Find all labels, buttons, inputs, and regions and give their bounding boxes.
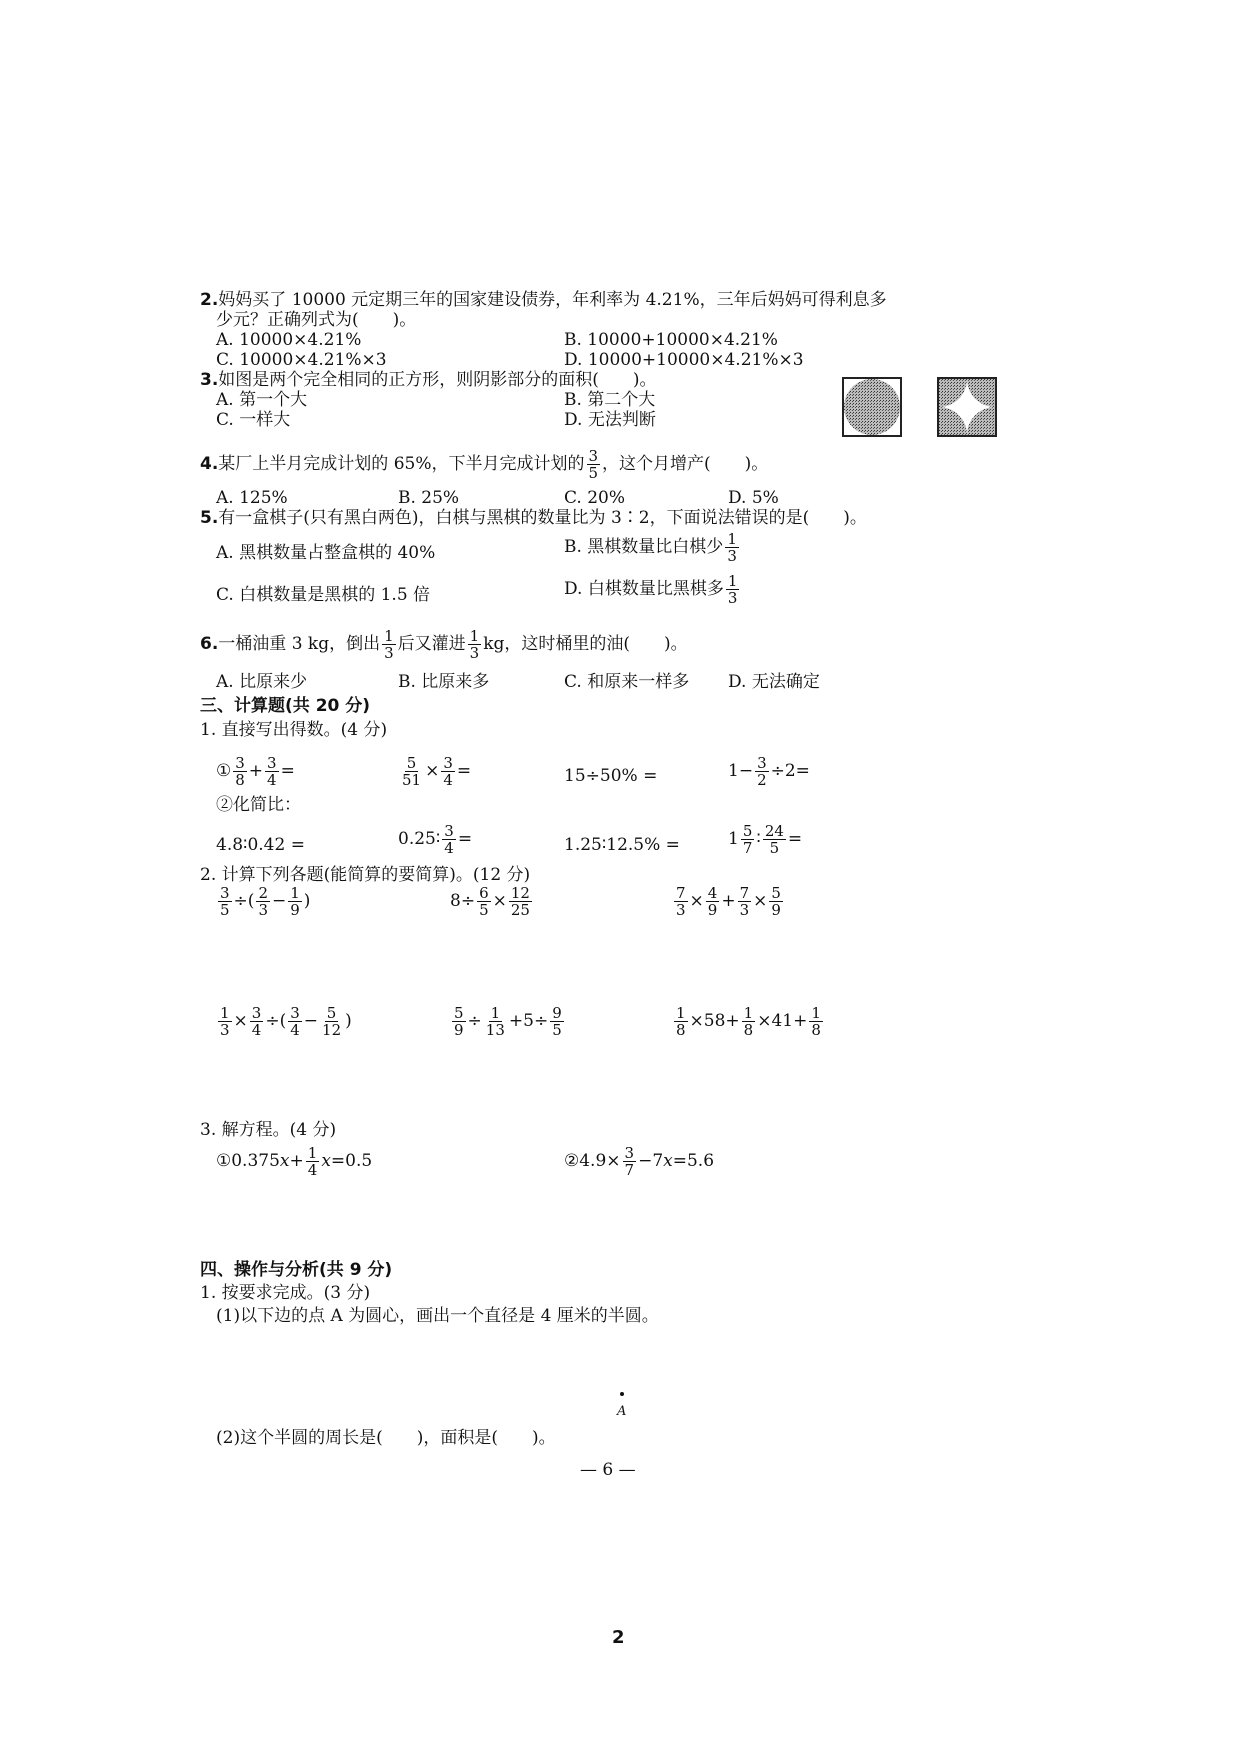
section-3-part-1-title: 1. 直接写出得数。(4 分) [200,720,388,740]
q3-number: 3. [200,370,219,390]
circled-1: ① [216,761,232,781]
fraction: $\frac{5}{7}$ [742,822,753,857]
calc-1-3: 15÷50% = [564,766,658,786]
calc-2-5: $\frac{5}{9}$ ÷ $\frac{1}{13}$ +5÷ $\frac{9}{5}$ [454,1004,562,1039]
q6-question [200,628,688,661]
page-number: 2 [612,1627,625,1648]
calc-1-1: ① $\frac{3}{8}$ + $\frac{3}{4}$ = [216,754,295,789]
fraction: $\frac{6}{5}$ [479,884,489,919]
q6-option-a: A. 比原来少 [216,672,308,692]
calc-2-6: $\frac{1}{8}$ ×58+ $\frac{1}{8}$ ×41+ $\frac{1}{8}$ [676,1004,821,1039]
inner-page-number: — 6 — [580,1460,636,1480]
denominator: 3 [727,547,737,565]
section-4-task-1: (1)以下边的点 A 为圆心，画出一个直径是 4 厘米的半圆。 [216,1306,659,1326]
calc-2-4: $\frac{1}{3}$ × $\frac{3}{4}$ ÷( $\frac{3}{4}$ − $\frac{5}{12}$ ) [220,1004,352,1039]
q5-option-b-text: B. 黑棋数量比白棋少 [564,537,724,557]
figure-quarter-circles-in-square [937,377,997,437]
fraction: $\frac{1}{9}$ [290,884,300,919]
equation-2: ②4.9× $\frac{3}{7}$ −7x=5.6 [564,1144,715,1179]
fraction: $\frac{1}{8}$ [743,1004,754,1039]
fraction: $\frac{5}{9}$ [771,884,781,919]
fraction: $\frac{1}{4}$ [307,1144,318,1179]
q6-option-d: D. 无法确定 [728,672,820,692]
ratio-3: 1.25∶12.5% = [564,835,680,855]
fraction: $\frac{3}{7}$ [624,1144,635,1179]
calc-2-2: 8÷ $\frac{6}{5}$ × $\frac{12}{25}$ [450,884,530,919]
fraction: $\frac{12}{25}$ [510,884,530,919]
q3-option-c: C. 一样大 [216,410,291,430]
equation-1: ①0.375x+ $\frac{1}{4}$ x=0.5 [216,1144,373,1179]
section-3-part-2-title: 2. 计算下列各题(能简算的要简算)。(12 分) [200,865,531,885]
q3-option-a: A. 第一个大 [216,390,308,410]
fraction: $\frac{7}{3}$ [676,884,686,919]
fraction: $\frac{2}{3}$ [258,884,268,919]
fraction: $\frac{3}{8}$ [235,754,245,789]
fraction: $\frac{1}{8}$ [811,1004,821,1039]
section-4-part-1-title: 1. 按要求完成。(3 分) [200,1283,371,1303]
fraction: $\frac{3}{4}$ [444,822,454,857]
q2-option-a: A. 10000×4.21% [216,330,362,350]
fraction: $\frac{7}{3}$ [739,884,750,919]
q5-option-a: A. 黑棋数量占整盒棋的 40% [216,543,436,563]
q4-number: 4. [200,454,219,474]
denominator: 3 [727,589,738,607]
q2-option-c: C. 10000×4.21%×3 [216,350,387,370]
calc-1-4: 1− $\frac{3}{2}$ ÷2= [728,754,810,789]
q4-option-a: A. 125% [216,488,288,508]
q4-text-after: ，这个月增产( )。 [602,454,769,474]
q6-option-c: C. 和原来一样多 [564,672,690,692]
fraction: $\frac{4}{9}$ [707,884,718,919]
denominator: 5 [588,464,599,482]
q5-number: 5. [200,508,219,528]
ratio-2: 0.25∶ $\frac{3}{4}$ = [398,822,473,857]
q4-option-b: B. 25% [398,488,460,508]
q6-text-2: 后又灌进 [397,634,466,654]
shaded-quarter-circles-icon [939,379,995,435]
q2-option-b: B. 10000+10000×4.21% [564,330,778,350]
numerator: 3 [588,447,599,465]
fraction: $\frac{3}{4}$ [290,1004,300,1039]
q5-b-fraction [725,531,739,564]
section-3-title: 三、计算题(共 20 分) [200,696,371,716]
fraction: $\frac{3}{5}$ [220,884,230,919]
fraction: $\frac{3}{4}$ [251,1004,262,1039]
q6-option-b: B. 比原来多 [398,672,490,692]
q5-question [200,508,867,528]
q5-d-fraction [726,573,740,606]
q5-text: 有一盒棋子(只有黑白两色)，白棋与黑棋的数量比为 3∶2，下面说法错误的是( )。 [218,508,867,528]
q4-option-c: C. 20% [564,488,625,508]
fraction: $\frac{1}{8}$ [676,1004,686,1039]
q4-option-d: D. 5% [728,488,779,508]
ratio-4: 1 $\frac{5}{7}$ ∶ $\frac{24}{5}$ = [728,822,803,857]
denominator: 3 [469,644,480,662]
q4-text-before: 某厂上半月完成计划的 65%，下半月完成计划的 [218,454,585,474]
section-3-part-3-title: 3. 解方程。(4 分) [200,1120,337,1140]
q2-text: 妈妈买了 10000 元定期三年的国家建设债券，年利率为 4.21%，三年后妈妈可得利息多 [218,290,887,310]
point-a-label: A [617,1404,627,1419]
section-4-task-2: (2)这个半圆的周长是( )，面积是( )。 [216,1428,556,1448]
fraction: $\frac{5}{9}$ [454,1004,464,1039]
fraction: $\frac{5}{12}$ [322,1004,342,1039]
fraction: $\frac{24}{5}$ [764,822,784,857]
numerator: 1 [727,572,738,590]
q2-line2: 少元？正确列式为( )。 [216,310,417,330]
q6-number: 6. [200,634,219,654]
calc-2-3: $\frac{7}{3}$ × $\frac{4}{9}$ + $\frac{7}{3}$ × $\frac{5}{9}$ [676,884,781,919]
numerator: 1 [469,627,480,645]
simplify-ratio-label: ②化简比： [216,795,301,815]
fraction: $\frac{5}{51}$ [402,754,422,789]
q4-fraction [587,448,601,481]
section-4-title: 四、操作与分析(共 9 分) [200,1260,393,1280]
shaded-circle-icon [844,379,900,435]
fraction: $\frac{1}{3}$ [220,1004,230,1039]
q3-text: 如图是两个完全相同的正方形，则阴影部分的面积( )。 [218,370,657,390]
fraction: $\frac{1}{13}$ [485,1004,505,1039]
q3-option-b: B. 第二个大 [564,390,656,410]
q6-fraction-2 [468,628,482,661]
point-a-dot [620,1392,624,1396]
denominator: 3 [384,644,394,662]
q5-option-b [564,531,741,564]
q2-line1 [200,290,887,310]
fraction: $\frac{3}{2}$ [757,754,767,789]
q3-option-d: D. 无法判断 [564,410,656,430]
q6-fraction-1 [382,628,396,661]
fraction: $\frac{3}{4}$ [267,754,277,789]
calc-2-1: $\frac{3}{5}$ ÷( $\frac{2}{3}$ − $\frac{1}{9}$ ) [220,884,311,919]
fraction: $\frac{3}{4}$ [443,754,453,789]
q4-question [200,448,768,481]
q2-option-d: D. 10000+10000×4.21%×3 [564,350,804,370]
q2-number: 2. [200,290,219,310]
q6-text-3: kg，这时桶里的油( )。 [483,634,688,654]
q5-option-d [564,573,741,606]
numerator: 1 [384,627,394,645]
q5-option-c: C. 白棋数量是黑棋的 1.5 倍 [216,585,431,605]
q5-option-d-text: D. 白棋数量比黑棋多 [564,579,724,599]
figure-circle-in-square [842,377,902,437]
ratio-1: 4.8∶0.42 = [216,835,305,855]
q6-text-1: 一桶油重 3 kg，倒出 [218,634,381,654]
calc-1-2: $\frac{5}{51}$ × $\frac{3}{4}$ = [402,754,472,789]
fraction: $\frac{9}{5}$ [552,1004,562,1039]
q3-question [200,370,657,390]
numerator: 1 [727,530,737,548]
